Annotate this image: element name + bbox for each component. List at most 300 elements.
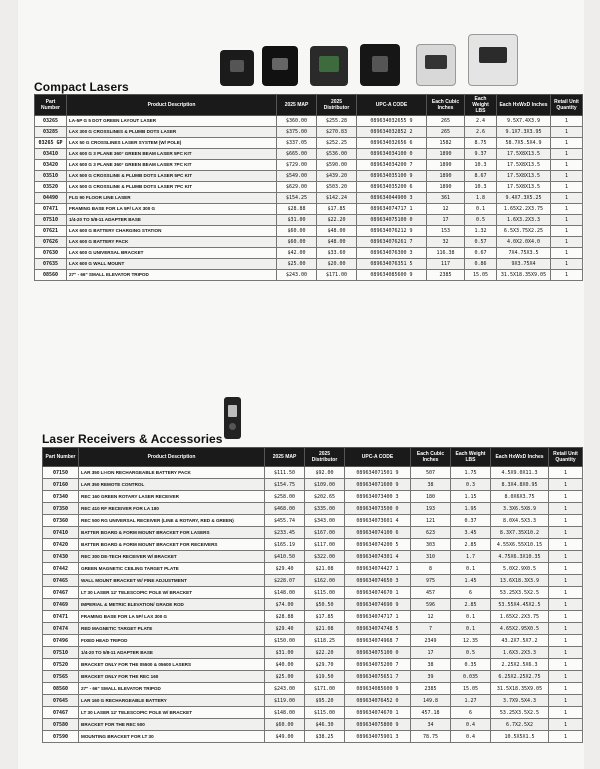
cell-product-description: 1/4-20 TO 5/8-11 ADAPTER BASE (67, 215, 277, 226)
cell-map-price: $165.19 (265, 539, 305, 551)
cell-distributor-price: $503.20 (317, 182, 357, 193)
cell-cubic-inches: 32 (427, 237, 465, 248)
cell-product-description: BRACKET FOR THE REC 500 (79, 719, 265, 731)
cell-retail-unit-qty: 1 (549, 647, 583, 659)
header-map-price: 2025 MAP (265, 448, 305, 467)
cell-dimensions: 4.65X2.95X0.5 (491, 623, 549, 635)
cell-upc-code: 089634074301 4 (345, 551, 411, 563)
cell-upc-code: 089634032655 9 (357, 116, 427, 127)
cell-cubic-inches: 121 (411, 515, 451, 527)
cell-distributor-price: $118.25 (305, 635, 345, 647)
cell-part-number: 03265 GP (35, 138, 67, 149)
cell-weight-lbs: 10.3 (465, 160, 497, 171)
cell-map-price: $148.00 (265, 587, 305, 599)
cell-cubic-inches: 1890 (427, 182, 465, 193)
cell-retail-unit-qty: 1 (549, 575, 583, 587)
cell-product-description: LAX 500 G CROSSLINE & PLUMB DOTS LASER 5PC KIT (67, 171, 277, 182)
cell-part-number: 07150 (43, 467, 79, 479)
cell-dimensions: 43.2X7.5X7.2 (491, 635, 549, 647)
cell-retail-unit-qty: 1 (551, 270, 583, 281)
cell-upc-code: 089634076351 5 (357, 259, 427, 270)
table-row (43, 539, 583, 551)
cell-product-description: REC 160 GREEN ROTARY LASER RECEIVER (79, 491, 265, 503)
cell-cubic-inches: 310 (411, 551, 451, 563)
cell-weight-lbs: 0.67 (465, 248, 497, 259)
cell-weight-lbs: 1.45 (451, 575, 491, 587)
cell-retail-unit-qty: 1 (551, 160, 583, 171)
cell-cubic-inches: 117 (427, 259, 465, 270)
cell-product-description: LAX 600 G BATTERY PACK (67, 237, 277, 248)
cell-weight-lbs: 0.1 (465, 204, 497, 215)
cell-upc-code: 089634035100 9 (357, 171, 427, 182)
cell-cubic-inches: 7 (411, 623, 451, 635)
cell-dimensions: 1.65X2.2X3.75 (497, 204, 551, 215)
cell-product-description: LAR 350 LI-ION RECHARGEABLE BATTERY PACK (79, 467, 265, 479)
cell-map-price: $25.00 (277, 259, 317, 270)
table-row (43, 515, 583, 527)
cell-product-description: LT 30 LASER 12' TELESCOPIC POLE W/ BRACKET (79, 707, 265, 719)
cell-weight-lbs: 1.32 (465, 226, 497, 237)
cell-part-number: 07465 (43, 575, 79, 587)
cell-map-price: $243.00 (265, 683, 305, 695)
cell-cubic-inches: 12 (427, 204, 465, 215)
header-distributor-price: 2025 Distributor (317, 95, 357, 116)
cell-dimensions: 4.75X6.3X10.35 (491, 551, 549, 563)
cell-retail-unit-qty: 1 (549, 599, 583, 611)
cell-part-number: 08560 (35, 270, 67, 281)
cell-cubic-inches: 596 (411, 599, 451, 611)
cell-part-number: 07474 (43, 623, 79, 635)
cell-weight-lbs: 3.45 (451, 527, 491, 539)
cell-cubic-inches: 1582 (427, 138, 465, 149)
cell-upc-code: 089634071501 9 (345, 467, 411, 479)
price-sheet (18, 0, 584, 769)
cell-weight-lbs: 10.3 (465, 182, 497, 193)
header-weight-lbs: Each Weight LBS (451, 448, 491, 467)
cell-dimensions: 17.5X8X13.5 (497, 182, 551, 193)
cell-dimensions: 8.3X7.35X10.2 (491, 527, 549, 539)
cell-part-number: 07590 (43, 731, 79, 743)
table-row (35, 171, 583, 182)
cell-weight-lbs: 0.1 (451, 623, 491, 635)
cell-part-number: 07645 (43, 695, 79, 707)
cell-part-number: 07350 (43, 503, 79, 515)
header-distributor-price: 2025 Distributor (305, 448, 345, 467)
cell-upc-code: 089634071600 9 (345, 479, 411, 491)
cell-distributor-price: $38.25 (305, 731, 345, 743)
cell-retail-unit-qty: 1 (549, 635, 583, 647)
cell-upc-code: 089634074670 1 (345, 587, 411, 599)
cell-upc-code: 089634032656 6 (357, 138, 427, 149)
table-row (43, 623, 583, 635)
table-row (43, 683, 583, 695)
cell-weight-lbs: 0.1 (451, 563, 491, 575)
cell-weight-lbs: 1.7 (451, 551, 491, 563)
cell-retail-unit-qty: 1 (549, 503, 583, 515)
cell-dimensions: 3.3X6.5X8.9 (491, 503, 549, 515)
cell-cubic-inches: 116.38 (427, 248, 465, 259)
cell-part-number: 07635 (35, 259, 67, 270)
cell-upc-code: 089634044900 3 (357, 193, 427, 204)
cell-part-number: 07565 (43, 671, 79, 683)
cell-product-description: LAX 600 G UNIVERSAL BRACKET (67, 248, 277, 259)
cell-part-number: 07430 (43, 551, 79, 563)
cell-retail-unit-qty: 1 (549, 719, 583, 731)
cell-cubic-inches: 361 (427, 193, 465, 204)
cell-product-description: FIXED HEAD TRIPOD (79, 635, 265, 647)
table-row (43, 467, 583, 479)
cell-product-description: LAX 600 G 3 PLANE 360° GREEN BEAM LASER 7PC KIT (67, 160, 277, 171)
cell-cubic-inches: 303 (411, 539, 451, 551)
cell-distributor-price: $21.08 (305, 623, 345, 635)
cell-part-number: 07580 (43, 719, 79, 731)
table-row (43, 611, 583, 623)
cell-part-number: 07626 (35, 237, 67, 248)
cell-weight-lbs: 0.3 (451, 479, 491, 491)
cell-map-price: $60.00 (277, 237, 317, 248)
cell-product-description: WALL MOUNT BRACKET W/ FINE ADJUSTMENT (79, 575, 265, 587)
cell-dimensions: 10.5X5X1.5 (491, 731, 549, 743)
section-title-receivers-accessories: Laser Receivers & Accessories (42, 432, 223, 446)
cell-dimensions: 9.4X7.3X5.25 (497, 193, 551, 204)
cell-retail-unit-qty: 1 (549, 611, 583, 623)
cell-upc-code: 089634074100 6 (345, 527, 411, 539)
cell-distributor-price: $115.00 (305, 587, 345, 599)
header-dimensions: Each HxWxD Inches (497, 95, 551, 116)
cell-part-number: 03285 (35, 127, 67, 138)
cell-dimensions: 53.55X4.45X2.5 (491, 599, 549, 611)
table-header-row (43, 448, 583, 467)
cell-weight-lbs: 0.4 (451, 719, 491, 731)
cell-cubic-inches: 17 (411, 647, 451, 659)
cell-product-description: 1/4-20 TO 5/8-11 ADAPTER BASE (79, 647, 265, 659)
header-cubic-inches: Each Cubic Inches (427, 95, 465, 116)
header-cubic-inches: Each Cubic Inches (411, 448, 451, 467)
cell-distributor-price: $95.20 (305, 695, 345, 707)
cell-upc-code: 089634074670 1 (345, 707, 411, 719)
cell-distributor-price: $17.85 (305, 611, 345, 623)
cell-part-number: 08560 (43, 683, 79, 695)
cell-cubic-inches: 38 (411, 659, 451, 671)
cell-map-price: $111.50 (265, 467, 305, 479)
cell-map-price: $410.50 (265, 551, 305, 563)
cell-product-description: REC 300 DE-TECH RECEIVER W/ BRACKET (79, 551, 265, 563)
cell-cubic-inches: 623 (411, 527, 451, 539)
cell-distributor-price: $536.00 (317, 149, 357, 160)
table-row (35, 193, 583, 204)
cell-retail-unit-qty: 1 (551, 248, 583, 259)
cell-upc-code: 089634032852 2 (357, 127, 427, 138)
cell-upc-code: 089634074968 7 (345, 635, 411, 647)
cell-product-description: BRACKET ONLY FOR THE 05500 & 05600 LASERS (79, 659, 265, 671)
cell-dimensions: 5.0X2.9X0.5 (491, 563, 549, 575)
cell-distributor-price: $22.20 (317, 215, 357, 226)
laser-photo-2 (262, 46, 298, 86)
cell-dimensions: 17.5X8X13.5 (497, 171, 551, 182)
cell-cubic-inches: 265 (427, 116, 465, 127)
header-dimensions: Each HxWxD Inches (491, 448, 549, 467)
cell-dimensions: 4.0X2.0X4.0 (497, 237, 551, 248)
header-part-number: Part Number (43, 448, 79, 467)
cell-cubic-inches: 975 (411, 575, 451, 587)
cell-upc-code: 089634075651 7 (345, 671, 411, 683)
cell-weight-lbs: 2.4 (465, 116, 497, 127)
table-row (43, 503, 583, 515)
cell-upc-code: 089634074690 9 (345, 599, 411, 611)
cell-cubic-inches: 34 (411, 719, 451, 731)
cell-retail-unit-qty: 1 (549, 587, 583, 599)
cell-product-description: 27" - 66" SMALL ELEVATOR TRIPOD (67, 270, 277, 281)
cell-product-description: LAX 600 G 3 PLANE 360° GREEN BEAM LASER 5PC KIT (67, 149, 277, 160)
table-row (43, 647, 583, 659)
cell-upc-code: 089634075200 7 (345, 659, 411, 671)
cell-product-description: LAX 500 G CROSSLINE & PLUMB DOTS LASER 7PC KIT (67, 182, 277, 193)
cell-map-price: $468.00 (265, 503, 305, 515)
cell-map-price: $233.45 (265, 527, 305, 539)
cell-upc-code: 089634075901 3 (345, 731, 411, 743)
cell-dimensions: 1.6X3.2X3.3 (491, 647, 549, 659)
cell-upc-code: 089634075100 0 (345, 647, 411, 659)
cell-product-description: LAR 160 G RECHARGEABLE BATTERY (79, 695, 265, 707)
cell-retail-unit-qty: 1 (549, 479, 583, 491)
cell-cubic-inches: 17 (427, 215, 465, 226)
header-upc-code: UPC-A CODE (345, 448, 411, 467)
cell-distributor-price: $335.00 (305, 503, 345, 515)
cell-distributor-price: $46.30 (305, 719, 345, 731)
cell-weight-lbs: 9.37 (465, 149, 497, 160)
cell-dimensions: 8.0X6X3.75 (491, 491, 549, 503)
cell-part-number: 07160 (43, 479, 79, 491)
table-row (35, 215, 583, 226)
cell-product-description: LA-5P G 5 DOT GREEN LAYOUT LASER (67, 116, 277, 127)
cell-retail-unit-qty: 1 (549, 527, 583, 539)
cell-distributor-price: $590.00 (317, 160, 357, 171)
table-row (43, 479, 583, 491)
cell-weight-lbs: 15.05 (451, 683, 491, 695)
cell-map-price: $28.88 (265, 611, 305, 623)
cell-retail-unit-qty: 1 (551, 171, 583, 182)
cell-retail-unit-qty: 1 (551, 138, 583, 149)
laser-photo-6 (468, 34, 518, 86)
cell-dimensions: 17.5X8X13.5 (497, 149, 551, 160)
cell-upc-code: 089634073601 4 (345, 515, 411, 527)
cell-dimensions: 58.7X5.5X4.9 (497, 138, 551, 149)
cell-product-description: BATTER BOARD & FORM MOUNT BRACKET FOR LASERS (79, 527, 265, 539)
cell-map-price: $154.25 (277, 193, 317, 204)
cell-part-number: 07340 (43, 491, 79, 503)
cell-dimensions: 8.3X4.8X0.95 (491, 479, 549, 491)
cell-distributor-price: $322.00 (305, 551, 345, 563)
cell-retail-unit-qty: 1 (549, 659, 583, 671)
cell-upc-code: 089634085600 9 (345, 683, 411, 695)
cell-part-number: 07420 (43, 539, 79, 551)
table-row (43, 671, 583, 683)
receivers-accessories-table (42, 447, 583, 743)
cell-retail-unit-qty: 1 (551, 127, 583, 138)
cell-weight-lbs: 6 (451, 707, 491, 719)
table-row (43, 635, 583, 647)
cell-part-number: 07630 (35, 248, 67, 259)
cell-dimensions: 17.5X8X13.5 (497, 160, 551, 171)
cell-product-description: REC 410 RF RECEIVER FOR LA 180 (79, 503, 265, 515)
cell-weight-lbs: 15.05 (465, 270, 497, 281)
cell-map-price: $665.00 (277, 149, 317, 160)
cell-distributor-price: $252.25 (317, 138, 357, 149)
cell-upc-code: 089634074427 1 (345, 563, 411, 575)
cell-map-price: $74.00 (265, 599, 305, 611)
cell-dimensions: 1.6X3.2X3.3 (497, 215, 551, 226)
table-row (43, 563, 583, 575)
cell-distributor-price: $21.08 (305, 563, 345, 575)
cell-map-price: $360.00 (277, 116, 317, 127)
cell-dimensions: 9.1X7.3X3.95 (497, 127, 551, 138)
cell-distributor-price: $343.00 (305, 515, 345, 527)
cell-distributor-price: $115.00 (305, 707, 345, 719)
cell-dimensions: 1.65X2.2X3.75 (491, 611, 549, 623)
cell-weight-lbs: 0.57 (465, 237, 497, 248)
table-row (35, 182, 583, 193)
cell-retail-unit-qty: 1 (549, 671, 583, 683)
cell-product-description: MOUNTING BRACKET FOR LT 30 (79, 731, 265, 743)
cell-part-number: 07467 (43, 707, 79, 719)
cell-distributor-price: $33.60 (317, 248, 357, 259)
table-row (43, 527, 583, 539)
cell-distributor-price: $19.50 (305, 671, 345, 683)
cell-weight-lbs: 8.67 (465, 171, 497, 182)
table-row (43, 719, 583, 731)
cell-cubic-inches: 2385 (411, 683, 451, 695)
laser-photo-3 (310, 46, 348, 86)
cell-map-price: $40.00 (265, 659, 305, 671)
table-row (43, 599, 583, 611)
cell-upc-code: 089634034100 0 (357, 149, 427, 160)
cell-retail-unit-qty: 1 (549, 683, 583, 695)
cell-upc-code: 089634076261 7 (357, 237, 427, 248)
table-row (43, 491, 583, 503)
cell-weight-lbs: 0.5 (465, 215, 497, 226)
laser-photo-1 (220, 50, 254, 86)
cell-dimensions: 7X4.75X3.5 (497, 248, 551, 259)
cell-distributor-price: $255.28 (317, 116, 357, 127)
cell-map-price: $49.00 (265, 731, 305, 743)
cell-retail-unit-qty: 1 (551, 237, 583, 248)
cell-distributor-price: $117.00 (305, 539, 345, 551)
cell-product-description: GREEN MAGNETIC CEILING TARGET PLATE (79, 563, 265, 575)
cell-product-description: FRAMING BASE FOR LA 5P/ LAX 300 G (67, 204, 277, 215)
cell-part-number: 07410 (43, 527, 79, 539)
cell-part-number: 07621 (35, 226, 67, 237)
cell-retail-unit-qty: 1 (549, 623, 583, 635)
cell-cubic-inches: 180 (411, 491, 451, 503)
table-row (35, 116, 583, 127)
cell-map-price: $150.00 (265, 635, 305, 647)
cell-weight-lbs: 12.35 (451, 635, 491, 647)
cell-upc-code: 089634085600 9 (357, 270, 427, 281)
cell-distributor-price: $48.00 (317, 237, 357, 248)
cell-dimensions: 13.6X18.3X3.9 (491, 575, 549, 587)
table-row (35, 226, 583, 237)
cell-upc-code: 089634076212 9 (357, 226, 427, 237)
cell-part-number: 03420 (35, 160, 67, 171)
cell-dimensions: 31.5X18.35X9.05 (497, 270, 551, 281)
cell-distributor-price: $48.00 (317, 226, 357, 237)
cell-upc-code: 089634035200 6 (357, 182, 427, 193)
cell-map-price: $629.00 (277, 182, 317, 193)
cell-map-price: $228.07 (265, 575, 305, 587)
cell-retail-unit-qty: 1 (551, 116, 583, 127)
cell-weight-lbs: 0.1 (451, 611, 491, 623)
cell-upc-code: 089634074748 5 (345, 623, 411, 635)
laser-photo-4 (360, 44, 400, 86)
cell-product-description: LAX 300 G CROSSLINES & PLUMB DOTS LASER (67, 127, 277, 138)
cell-upc-code: 089634073400 3 (345, 491, 411, 503)
cell-weight-lbs: 0.35 (451, 659, 491, 671)
cell-weight-lbs: 8.75 (465, 138, 497, 149)
receiver-product-photo (224, 397, 241, 439)
cell-product-description: LT 30 LASER 12' TELESCOPIC POLE W/ BRACKET (79, 587, 265, 599)
table-row (35, 259, 583, 270)
cell-distributor-price: $20.00 (317, 259, 357, 270)
cell-dimensions: 6.5X3.75X2.25 (497, 226, 551, 237)
cell-product-description: REC 500 RG UNIVERSAL RECEIVER (LINE & ROTARY, RED & GREEN) (79, 515, 265, 527)
table-row (35, 138, 583, 149)
laser-photo-5 (416, 44, 456, 86)
cell-upc-code: 089634076452 0 (345, 695, 411, 707)
cell-retail-unit-qty: 1 (551, 193, 583, 204)
cell-part-number: 07510 (43, 647, 79, 659)
cell-dimensions: 9X3.75X4 (497, 259, 551, 270)
cell-cubic-inches: 193 (411, 503, 451, 515)
cell-product-description: LAX 50 G CROSSLINES LASER SYSTEM (W/ POLE) (67, 138, 277, 149)
cell-dimensions: 6.25X2.25X2.75 (491, 671, 549, 683)
cell-upc-code: 089634074717 1 (345, 611, 411, 623)
cell-retail-unit-qty: 1 (549, 707, 583, 719)
cell-retail-unit-qty: 1 (549, 515, 583, 527)
cell-upc-code: 089634076300 3 (357, 248, 427, 259)
table-row (35, 248, 583, 259)
table-row (43, 731, 583, 743)
cell-distributor-price: $22.20 (305, 647, 345, 659)
cell-map-price: $337.05 (277, 138, 317, 149)
cell-dimensions: 2.25X2.5X6.3 (491, 659, 549, 671)
cell-retail-unit-qty: 1 (549, 731, 583, 743)
cell-weight-lbs: 2.85 (451, 539, 491, 551)
table-row (43, 575, 583, 587)
cell-weight-lbs: 1.75 (451, 467, 491, 479)
cell-upc-code: 089634074650 3 (345, 575, 411, 587)
cell-cubic-inches: 457.18 (411, 707, 451, 719)
cell-retail-unit-qty: 1 (551, 226, 583, 237)
cell-retail-unit-qty: 1 (549, 491, 583, 503)
cell-cubic-inches: 2349 (411, 635, 451, 647)
cell-part-number: 07510 (35, 215, 67, 226)
cell-distributor-price: $167.00 (305, 527, 345, 539)
cell-upc-code: 089634074200 5 (345, 539, 411, 551)
cell-upc-code: 089634073500 0 (345, 503, 411, 515)
cell-map-price: $119.00 (265, 695, 305, 707)
cell-weight-lbs: 1.95 (451, 503, 491, 515)
cell-part-number: 07467 (43, 587, 79, 599)
cell-cubic-inches: 507 (411, 467, 451, 479)
cell-weight-lbs: 0.5 (451, 647, 491, 659)
cell-weight-lbs: 6 (451, 587, 491, 599)
table-row (43, 659, 583, 671)
cell-part-number: 07471 (43, 611, 79, 623)
cell-product-description: BRACKET ONLY FOR THE REC 160 (79, 671, 265, 683)
cell-cubic-inches: 1890 (427, 160, 465, 171)
cell-product-description: IMPERIAL & METRIC ELEVATION/ GRADE ROD (79, 599, 265, 611)
table-header-row (35, 95, 583, 116)
